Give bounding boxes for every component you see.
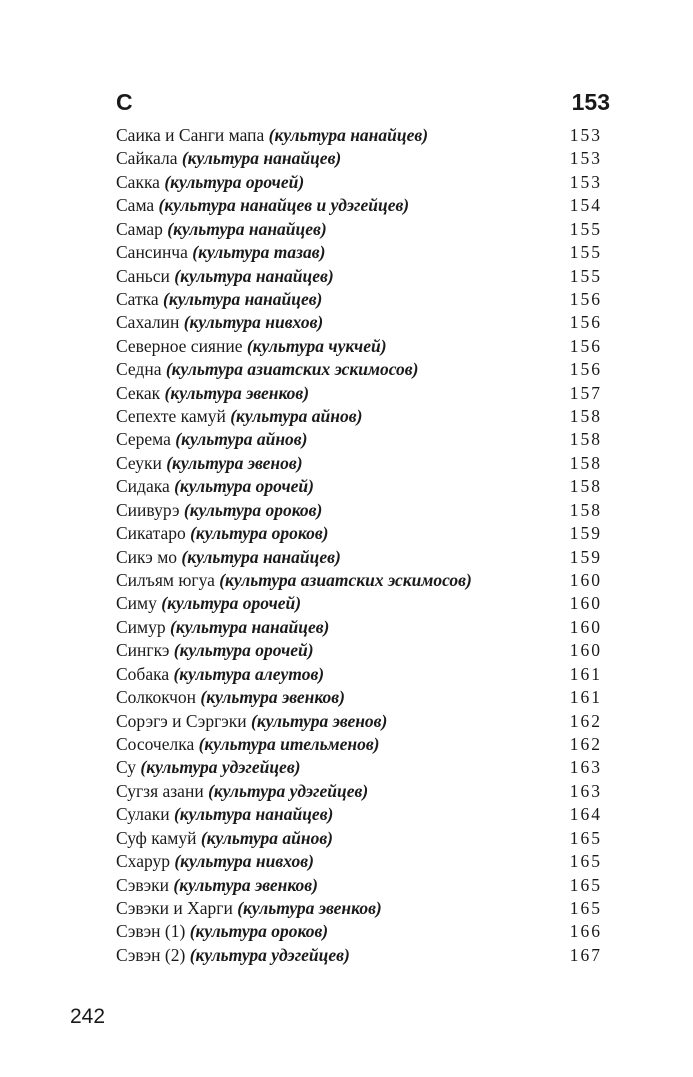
entry-name: Солкокчон [116, 687, 197, 708]
entry-title [116, 944, 350, 967]
index-entry [116, 311, 600, 334]
entry-name: Сугзя азани [116, 780, 204, 801]
entry-title [116, 616, 329, 639]
entry-title [116, 218, 327, 241]
entry-page: 163 [569, 780, 602, 801]
entry-page: 158 [569, 476, 602, 497]
index-entry [116, 897, 600, 920]
index-entry [116, 616, 600, 639]
entry-culture: (культура орочей) [174, 476, 314, 497]
entry-culture: (культура эвенов) [251, 710, 388, 731]
entry-title [116, 874, 318, 897]
entry-culture: (культура нанайцев) [268, 125, 429, 145]
index-entry [116, 827, 600, 850]
entry-title [116, 756, 300, 779]
index-entry [116, 522, 600, 545]
index-list [116, 124, 600, 967]
entry-culture: (культура нанайцев и удэгейцев) [158, 195, 410, 216]
entry-title [116, 288, 322, 311]
entry-culture: (культура нивхов) [183, 312, 324, 333]
entry-culture: (культура нанайцев) [174, 265, 334, 286]
index-entry [116, 569, 600, 592]
entry-page: 156 [569, 359, 602, 380]
entry-page: 159 [569, 546, 602, 567]
index-entry [116, 171, 600, 194]
entry-name: Схарур [116, 851, 170, 872]
entry-name: Сиивурэ [116, 499, 180, 520]
entry-culture: (культура ительменов) [198, 733, 380, 754]
entry-page: 161 [569, 687, 602, 708]
entry-page: 160 [569, 640, 602, 661]
entry-culture: (культура алеутов) [173, 663, 325, 684]
entry-title [116, 405, 362, 428]
entry-name: Самар [116, 218, 163, 239]
entry-name: Суф камуй [116, 827, 197, 848]
index-entry [116, 499, 600, 522]
entry-title [116, 780, 368, 803]
entry-name: Сепехте камуй [116, 406, 226, 427]
entry-title [116, 147, 341, 170]
entry-culture: (культура нанайцев) [163, 288, 323, 309]
entry-title [116, 382, 309, 405]
entry-page: 160 [569, 570, 602, 591]
index-entry [116, 686, 600, 709]
entry-name: Саика и Санги мапа [116, 125, 265, 145]
entry-culture: (культура азиатских эскимосов) [219, 570, 472, 591]
entry-title [116, 663, 324, 686]
entry-page: 162 [569, 710, 602, 731]
entry-name: Су [116, 757, 136, 778]
entry-culture: (культура нанайцев) [181, 546, 341, 567]
index-entry [116, 218, 600, 241]
index-entry [116, 194, 600, 217]
entry-title [116, 920, 328, 943]
entry-page: 166 [569, 921, 602, 942]
entry-page: 154 [569, 195, 602, 216]
entry-name: Седна [116, 359, 162, 380]
index-entry [116, 733, 600, 756]
entry-title [116, 897, 382, 920]
entry-culture: (культура удэгейцев) [208, 780, 369, 801]
entry-title [116, 171, 304, 194]
entry-title [116, 311, 323, 334]
entry-name: Симу [116, 593, 157, 614]
entry-culture: (культура нанайцев) [167, 218, 327, 239]
entry-name: Собака [116, 663, 170, 684]
entry-page: 158 [569, 499, 602, 520]
section-letter: С [116, 89, 133, 115]
entry-culture: (культура ороков) [189, 921, 329, 942]
entry-page: 163 [569, 757, 602, 778]
index-entry [116, 850, 600, 873]
entry-name: Сэвэки и Харги [116, 897, 233, 918]
entry-page: 155 [569, 218, 602, 239]
entry-culture: (культура айнов) [230, 406, 363, 427]
index-entry [116, 780, 600, 803]
entry-page: 153 [569, 148, 602, 169]
entry-title [116, 686, 345, 709]
entry-page: 162 [569, 733, 602, 754]
entry-culture: (культура тазав) [192, 242, 326, 263]
index-entry [116, 874, 600, 897]
entry-culture: (культура айнов) [175, 429, 308, 450]
index-entry [116, 944, 600, 967]
entry-title [116, 569, 472, 592]
entry-page: 165 [569, 874, 602, 895]
entry-culture: (культура эвенков) [200, 687, 345, 708]
entry-page: 159 [569, 523, 602, 544]
index-entry [116, 592, 600, 615]
entry-culture: (культура орочей) [173, 640, 314, 661]
entry-page: 156 [569, 288, 602, 309]
index-entry [116, 546, 600, 569]
index-entry [116, 288, 600, 311]
entry-name: Сэвэки [116, 874, 170, 895]
entry-culture: (культура нанайцев) [173, 804, 334, 825]
entry-name: Сама [116, 195, 155, 216]
entry-name: Сахалин [116, 312, 180, 333]
entry-title [116, 522, 329, 545]
entry-page: 164 [569, 804, 602, 825]
index-entry [116, 663, 600, 686]
page-number: 242 [70, 1005, 106, 1028]
index-entry [116, 639, 600, 662]
entry-name: Серема [116, 429, 171, 450]
entry-culture: (культура орочей) [164, 171, 305, 192]
entry-name: Сорэгэ и Сэргэки [116, 710, 247, 731]
section-heading [116, 88, 610, 116]
entry-page: 157 [569, 382, 602, 403]
entry-page: 156 [569, 335, 602, 356]
entry-name: Секак [116, 382, 161, 403]
entry-name: Сэвэн (1) [116, 921, 186, 942]
entry-name: Сатка [116, 288, 159, 309]
entry-name: Саньси [116, 265, 170, 286]
entry-name: Сосочелка [116, 733, 195, 754]
entry-title [116, 850, 314, 873]
index-entry [116, 475, 600, 498]
entry-page: 158 [569, 406, 602, 427]
index-entry [116, 382, 600, 405]
entry-culture: (культура эвенков) [173, 874, 318, 895]
entry-title [116, 803, 333, 826]
entry-title [116, 475, 314, 498]
entry-culture: (культура нанайцев) [181, 148, 342, 169]
entry-name: Сайкала [116, 148, 178, 169]
entry-culture: (культура чукчей) [246, 335, 387, 356]
index-entry [116, 803, 600, 826]
entry-page: 156 [569, 312, 602, 333]
entry-name: Сулаки [116, 804, 170, 825]
entry-title [116, 733, 379, 756]
entry-page: 165 [569, 851, 602, 872]
entry-name: Симур [116, 616, 166, 637]
entry-title [116, 710, 387, 733]
entry-title [116, 335, 387, 358]
entry-page: 155 [569, 265, 602, 286]
section-page: 153 [571, 89, 610, 115]
entry-name: Сикатаро [116, 523, 186, 544]
entry-title [116, 358, 418, 381]
entry-title [116, 499, 322, 522]
entry-name: Сикэ мо [116, 546, 178, 567]
entry-page: 161 [569, 663, 602, 684]
index-entry [116, 358, 600, 381]
entry-page: 165 [569, 897, 602, 918]
entry-culture: (культура азиатских эскимосов) [165, 359, 419, 380]
entry-title [116, 546, 341, 569]
entry-culture: (культура ороков) [183, 499, 323, 520]
entry-culture: (культура нанайцев) [170, 616, 330, 637]
entry-page: 158 [569, 452, 602, 473]
entry-culture: (культура эвенов) [166, 452, 303, 473]
entry-name: Сингкэ [116, 640, 170, 661]
entry-title [116, 241, 325, 264]
entry-culture: (культура нивхов) [174, 851, 314, 872]
entry-name: Сеуки [116, 452, 162, 473]
entry-title [116, 452, 303, 475]
entry-name: Сакка [116, 171, 160, 192]
entry-culture: (культура ороков) [190, 523, 329, 544]
entry-name: Сансинча [116, 242, 188, 263]
entry-name: Северное сияние [116, 335, 243, 356]
entry-title [116, 827, 333, 850]
index-entry [116, 147, 600, 170]
entry-title [116, 124, 428, 147]
entry-culture: (культура эвенков) [164, 382, 310, 403]
entry-page: 165 [569, 827, 602, 848]
entry-name: Силъям югуа [116, 570, 215, 591]
entry-page: 153 [569, 171, 602, 192]
index-entry [116, 920, 600, 943]
entry-title [116, 265, 334, 288]
entry-culture: (культура айнов) [200, 827, 333, 848]
index-entry [116, 335, 600, 358]
entry-name: Сэвэн (2) [116, 944, 186, 965]
entry-title [116, 194, 409, 217]
entry-page: 167 [569, 944, 602, 965]
index-entry [116, 710, 600, 733]
entry-page: 158 [569, 429, 602, 450]
entry-name: Сидака [116, 476, 170, 497]
entry-title [116, 428, 307, 451]
entry-culture: (культура удэгейцев) [189, 944, 350, 965]
index-entry [116, 265, 600, 288]
entry-culture: (культура орочей) [161, 593, 302, 614]
entry-title [116, 639, 314, 662]
entry-page: 160 [569, 593, 602, 614]
index-entry [116, 241, 600, 264]
index-entry [116, 428, 600, 451]
entry-page: 160 [569, 616, 602, 637]
entry-culture: (культура эвенков) [237, 897, 382, 918]
index-entry [116, 756, 600, 779]
entry-culture: (культура удэгейцев) [140, 757, 301, 778]
index-entry [116, 124, 600, 147]
index-entry [116, 452, 600, 475]
index-entry [116, 405, 600, 428]
entry-title [116, 592, 301, 615]
entry-page: 153 [569, 125, 602, 145]
entry-page: 155 [569, 242, 602, 263]
